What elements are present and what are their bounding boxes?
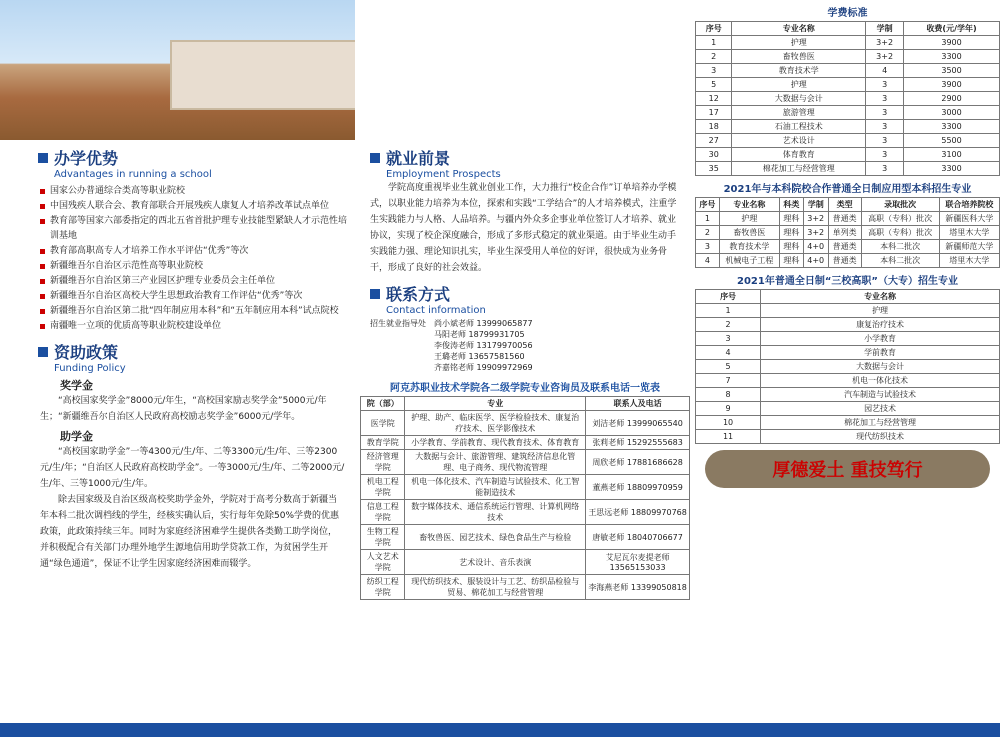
table-row [696,148,1000,162]
table-cell: 普通类 [828,212,861,226]
table-cell: 本科二批次 [861,240,939,254]
table-cell: 3300 [904,120,1000,134]
header-cell: 联合培养院校 [939,198,999,212]
table-cell: 棉花加工与经营管理 [761,416,1000,430]
table-cell: 经济管理学院 [361,450,405,475]
contact-item: 尚小斌老师 13999065877 [434,319,533,328]
table-cell: 理科 [779,254,803,268]
table-cell: 新疆师范大学 [939,240,999,254]
square-icon [38,153,48,163]
table-row [696,106,1000,120]
t3-table [695,289,1000,444]
header-cell: 收费(元/学年) [904,22,1000,36]
table-row [696,360,1000,374]
header-row [696,198,1000,212]
header-row [696,290,1000,304]
header-cell: 专业名称 [732,22,866,36]
table-row [696,64,1000,78]
table-cell: 普通类 [828,254,861,268]
table-cell: 2 [696,226,720,240]
table-row [361,475,690,500]
table-cell: 3 [696,332,761,346]
table-cell: 2 [696,318,761,332]
header-cell: 录取批次 [861,198,939,212]
table-row [696,416,1000,430]
list-item: 新疆维吾尔自治区第三产业园区护理专业委员会主任单位 [40,274,355,289]
table-cell: 艺术设计、音乐表演 [405,550,586,575]
table-cell: 护理 [719,212,779,226]
table-cell: 护理 [761,304,1000,318]
table-cell: 体育教育 [732,148,866,162]
contact-list [434,318,533,373]
table-cell: 康复治疗技术 [761,318,1000,332]
table-cell: 高职（专科）批次 [861,212,939,226]
table-cell: 7 [696,374,761,388]
table-cell: 4 [866,64,904,78]
header-cell: 专业 [405,397,586,411]
square-icon [370,153,380,163]
header-cell: 科类 [779,198,803,212]
table-cell: 3+2 [866,36,904,50]
table-row [696,120,1000,134]
contact-label: 招生就业指导处 [370,319,426,328]
table-cell: 艾尼瓦尔麦提老师 13565153033 [586,550,690,575]
employment-heading: 就业前景 [370,146,690,169]
table-cell: 刘洁老师 13999065540 [586,411,690,436]
table-cell: 35 [696,162,732,176]
table-row [696,92,1000,106]
table-cell: 3 [696,240,720,254]
table-cell: 2900 [904,92,1000,106]
header-cell: 专业名称 [761,290,1000,304]
table-row [361,500,690,525]
grant-text: “高校国家助学金”一等4300元/生/年、二等3300元/生/年、三等2300元/生/年；“自治区人民政府高校助学金”。一等3000元/生/年、二等2000元/生/年、三等1000元/生/年。 [40,447,345,489]
table-cell: 1 [696,36,732,50]
table-cell: 高职（专科）批次 [861,226,939,240]
left-column [0,0,355,737]
fee-title: 学费标准 [827,8,868,19]
table-row [696,388,1000,402]
table-row [696,374,1000,388]
table-cell: 10 [696,416,761,430]
table-cell: 小学教育 [761,332,1000,346]
header-row [696,22,1000,36]
t3-title: 2021年普通全日制“三校高职”（大专）招生专业 [737,276,958,287]
table-cell: 3500 [904,64,1000,78]
table-cell: 本科二批次 [861,254,939,268]
table-cell: 教育学院 [361,436,405,450]
table-cell: 现代纺织技术 [761,430,1000,444]
table-cell: 2 [696,50,732,64]
table-row [696,332,1000,346]
table-cell: 大数据与会计 [732,92,866,106]
table-cell: 4 [696,346,761,360]
table-cell: 机电一体化技术、汽车制造与试验技术、化工智能制造技术 [405,475,586,500]
table-cell: 3 [866,148,904,162]
list-item: 新疆维吾尔自治区示范性高等职业院校 [40,259,355,274]
table-cell: 18 [696,120,732,134]
funding-heading: 资助政策 [38,340,355,363]
table-row [361,450,690,475]
table-row [361,575,690,600]
table-cell: 张莉老师 15292555683 [586,436,690,450]
policy-text: 除去国家级及自治区级高校奖助学金外，学院对于高考分数高于新疆当年本科二批次调档线的学生，经核实确认后，实行每年免除50%学费的优惠政策，此政策持续三年。同时为家庭经济困难学生提供各类勤工助学岗位，并积极配合有关部门办理外地学生源地信用助学贷款工作，为贫困学生开通“绿色通道”，保证不让学生因家庭经济困难而辍学。 [40,495,340,569]
table-cell: 董燕老师 18809970959 [586,475,690,500]
t2-title: 2021年与本科院校合作普通全日制应用型本科招生专业 [723,184,972,195]
contact-item: 李俊涛老师 13179970056 [434,341,533,350]
table-cell: 教育技术学 [719,240,779,254]
table-cell: 王思远老师 18809970768 [586,500,690,525]
advantages-sub: Advantages in running a school [54,169,212,180]
employment-text: 学院高度重视毕业生就业创业工作，大力推行“校企合作”订单培养办学模式，以职业能力培养为本位，探索和实践“工学结合”的人才培养模式，注重学生实践能力与人格、人品培养。与疆内外众多企事业单位签订人才培养、就业协议，实现了校企深度融合，形成了多形式稳定的就业渠道。由于毕业生动手实践能力强、理论知识扎实，毕业生深受用人单位的好评，很快成为业务骨干，形成了良好的社会效益。 [370,183,677,273]
header-cell: 类型 [828,198,861,212]
table-cell: 3000 [904,106,1000,120]
table-row [696,212,1000,226]
table-cell: 3 [866,106,904,120]
table-cell: 5 [696,360,761,374]
header-cell: 联系人及电话 [586,397,690,411]
table-cell: 3 [866,134,904,148]
consult-table-title: 阿克苏职业技术学院各二级学院专业咨询员及联系电话一览表 [390,383,660,394]
table-cell: 5500 [904,134,1000,148]
table-cell: 畜牧兽医 [732,50,866,64]
square-icon [370,289,380,299]
table-row [361,436,690,450]
table-row [696,318,1000,332]
scholarship-text: “高校国家奖学金”8000元/年生，“高校国家励志奖学金”5000元/年生；“新疆维吾尔自治区人民政府高校励志奖学金”6000元/学年。 [40,396,327,422]
contact-item: 王璐老师 13657581560 [434,352,525,361]
table-cell: 数字媒体技术、通信系统运行管理、计算机网络技术 [405,500,586,525]
table-cell: 生物工程学院 [361,525,405,550]
header-cell: 序号 [696,198,720,212]
table-cell: 教育技术学 [732,64,866,78]
table-row [696,346,1000,360]
table-cell: 3300 [904,162,1000,176]
table-cell: 人文艺术学院 [361,550,405,575]
table-row [696,430,1000,444]
table-cell: 11 [696,430,761,444]
table-cell: 李海燕老师 13399050818 [586,575,690,600]
table-cell: 艺术设计 [732,134,866,148]
table-cell: 3900 [904,36,1000,50]
table-cell: 石油工程技术 [732,120,866,134]
table-cell: 3300 [904,50,1000,64]
list-item: 新疆维吾尔自治区高校大学生思想政治教育工作评估“优秀”等次 [40,289,355,304]
right-column [695,0,1000,737]
table-row [696,78,1000,92]
table-cell: 3900 [904,78,1000,92]
list-item: 中国残疾人联合会、教育部联合开展残疾人康复人才培养改革试点单位 [40,199,355,214]
table-cell: 8 [696,388,761,402]
table-cell: 学前教育 [761,346,1000,360]
grant-heading: 助学金 [60,430,93,443]
table-cell: 塔里木大学 [939,254,999,268]
table-cell: 周欣老师 17881686628 [586,450,690,475]
table-row [696,50,1000,64]
list-item: 国家公办普通综合类高等职业院校 [40,184,355,199]
table-cell: 5 [696,78,732,92]
table-cell: 12 [696,92,732,106]
table-row [696,254,1000,268]
table-cell: 护理 [732,78,866,92]
table-row [696,402,1000,416]
header-cell: 专业名称 [719,198,779,212]
bottom-bar [0,723,1000,737]
table-cell: 3 [866,162,904,176]
table-row [696,304,1000,318]
table-row [361,525,690,550]
table-cell: 1 [696,304,761,318]
table-cell: 3+2 [866,50,904,64]
header-cell: 序号 [696,22,732,36]
table-cell: 医学院 [361,411,405,436]
table-cell: 畜牧兽医、园艺技术、绿色食品生产与检验 [405,525,586,550]
table-cell: 4+0 [803,254,828,268]
consult-table [360,396,690,600]
table-cell: 3100 [904,148,1000,162]
table-cell: 理科 [779,212,803,226]
table-cell: 单列类 [828,226,861,240]
table-cell: 园艺技术 [761,402,1000,416]
table-cell: 机电工程学院 [361,475,405,500]
table-cell: 机械电子工程 [719,254,779,268]
table-cell: 现代纺织技术、服装设计与工艺、纺织品检验与贸易、棉花加工与经营管理 [405,575,586,600]
contact-item: 马阳老师 18799931705 [434,330,525,339]
motto-stone: 厚德爱土 重技笃行 [705,450,990,488]
table-cell: 大数据与会计、旅游管理、建筑经济信息化管理、电子商务、现代物流管理 [405,450,586,475]
table-cell: 大数据与会计 [761,360,1000,374]
table-cell: 4 [696,254,720,268]
contact-sub: Contact information [386,305,486,316]
table-cell: 小学教育、学前教育、现代教育技术、体育教育 [405,436,586,450]
header-row [361,397,690,411]
table-cell: 3+2 [803,226,828,240]
table-cell: 3+2 [803,212,828,226]
table-row [696,36,1000,50]
header-cell: 学制 [866,22,904,36]
table-cell: 纺织工程学院 [361,575,405,600]
table-cell: 机电一体化技术 [761,374,1000,388]
table-cell: 塔里木大学 [939,226,999,240]
advantages-heading: 办学优势 [38,146,355,169]
fee-table [695,21,1000,176]
contact-item: 齐嘉铭老师 19909972969 [434,363,533,372]
employment-sub: Employment Prospects [386,169,501,180]
header-cell: 院（部） [361,397,405,411]
table-cell: 3 [866,92,904,106]
table-cell: 旅游管理 [732,106,866,120]
table-cell: 3 [866,78,904,92]
table-cell: 4+0 [803,240,828,254]
square-icon [38,347,48,357]
advantages-list [40,184,355,334]
funding-sub: Funding Policy [54,363,126,374]
header-cell: 序号 [696,290,761,304]
table-cell: 27 [696,134,732,148]
campus-photo [0,0,355,140]
table-row [696,134,1000,148]
building-shape [170,40,355,110]
table-row [361,550,690,575]
t2-table [695,197,1000,268]
table-cell: 1 [696,212,720,226]
table-cell: 17 [696,106,732,120]
table-cell: 3 [696,64,732,78]
table-cell: 理科 [779,226,803,240]
list-item: 教育部高职高专人才培养工作水平评估“优秀”等次 [40,244,355,259]
table-cell: 棉花加工与经营管理 [732,162,866,176]
scholarship-heading: 奖学金 [60,379,93,392]
middle-column [360,0,690,737]
table-row [696,162,1000,176]
table-cell: 3 [866,120,904,134]
table-cell: 唐敏老师 18040706677 [586,525,690,550]
list-item: 南疆唯一立项的优质高等职业院校建设单位 [40,319,355,334]
table-cell: 普通类 [828,240,861,254]
table-cell: 9 [696,402,761,416]
list-item: 教育部等国家六部委指定的西北五省首批护理专业技能型紧缺人才示范性培训基地 [40,214,355,244]
table-cell: 畜牧兽医 [719,226,779,240]
table-cell: 理科 [779,240,803,254]
list-item: 新疆维吾尔自治区第二批“四年制应用本科”和“五年制应用本科”试点院校 [40,304,355,319]
table-cell: 新疆医科大学 [939,212,999,226]
table-row [696,240,1000,254]
table-cell: 护理 [732,36,866,50]
header-cell: 学制 [803,198,828,212]
contact-heading: 联系方式 [370,282,690,305]
table-cell: 信息工程学院 [361,500,405,525]
table-cell: 30 [696,148,732,162]
table-cell: 汽车制造与试验技术 [761,388,1000,402]
table-cell: 护理、助产、临床医学、医学检验技术、康复治疗技术、医学影像技术 [405,411,586,436]
table-row [361,411,690,436]
table-row [696,226,1000,240]
